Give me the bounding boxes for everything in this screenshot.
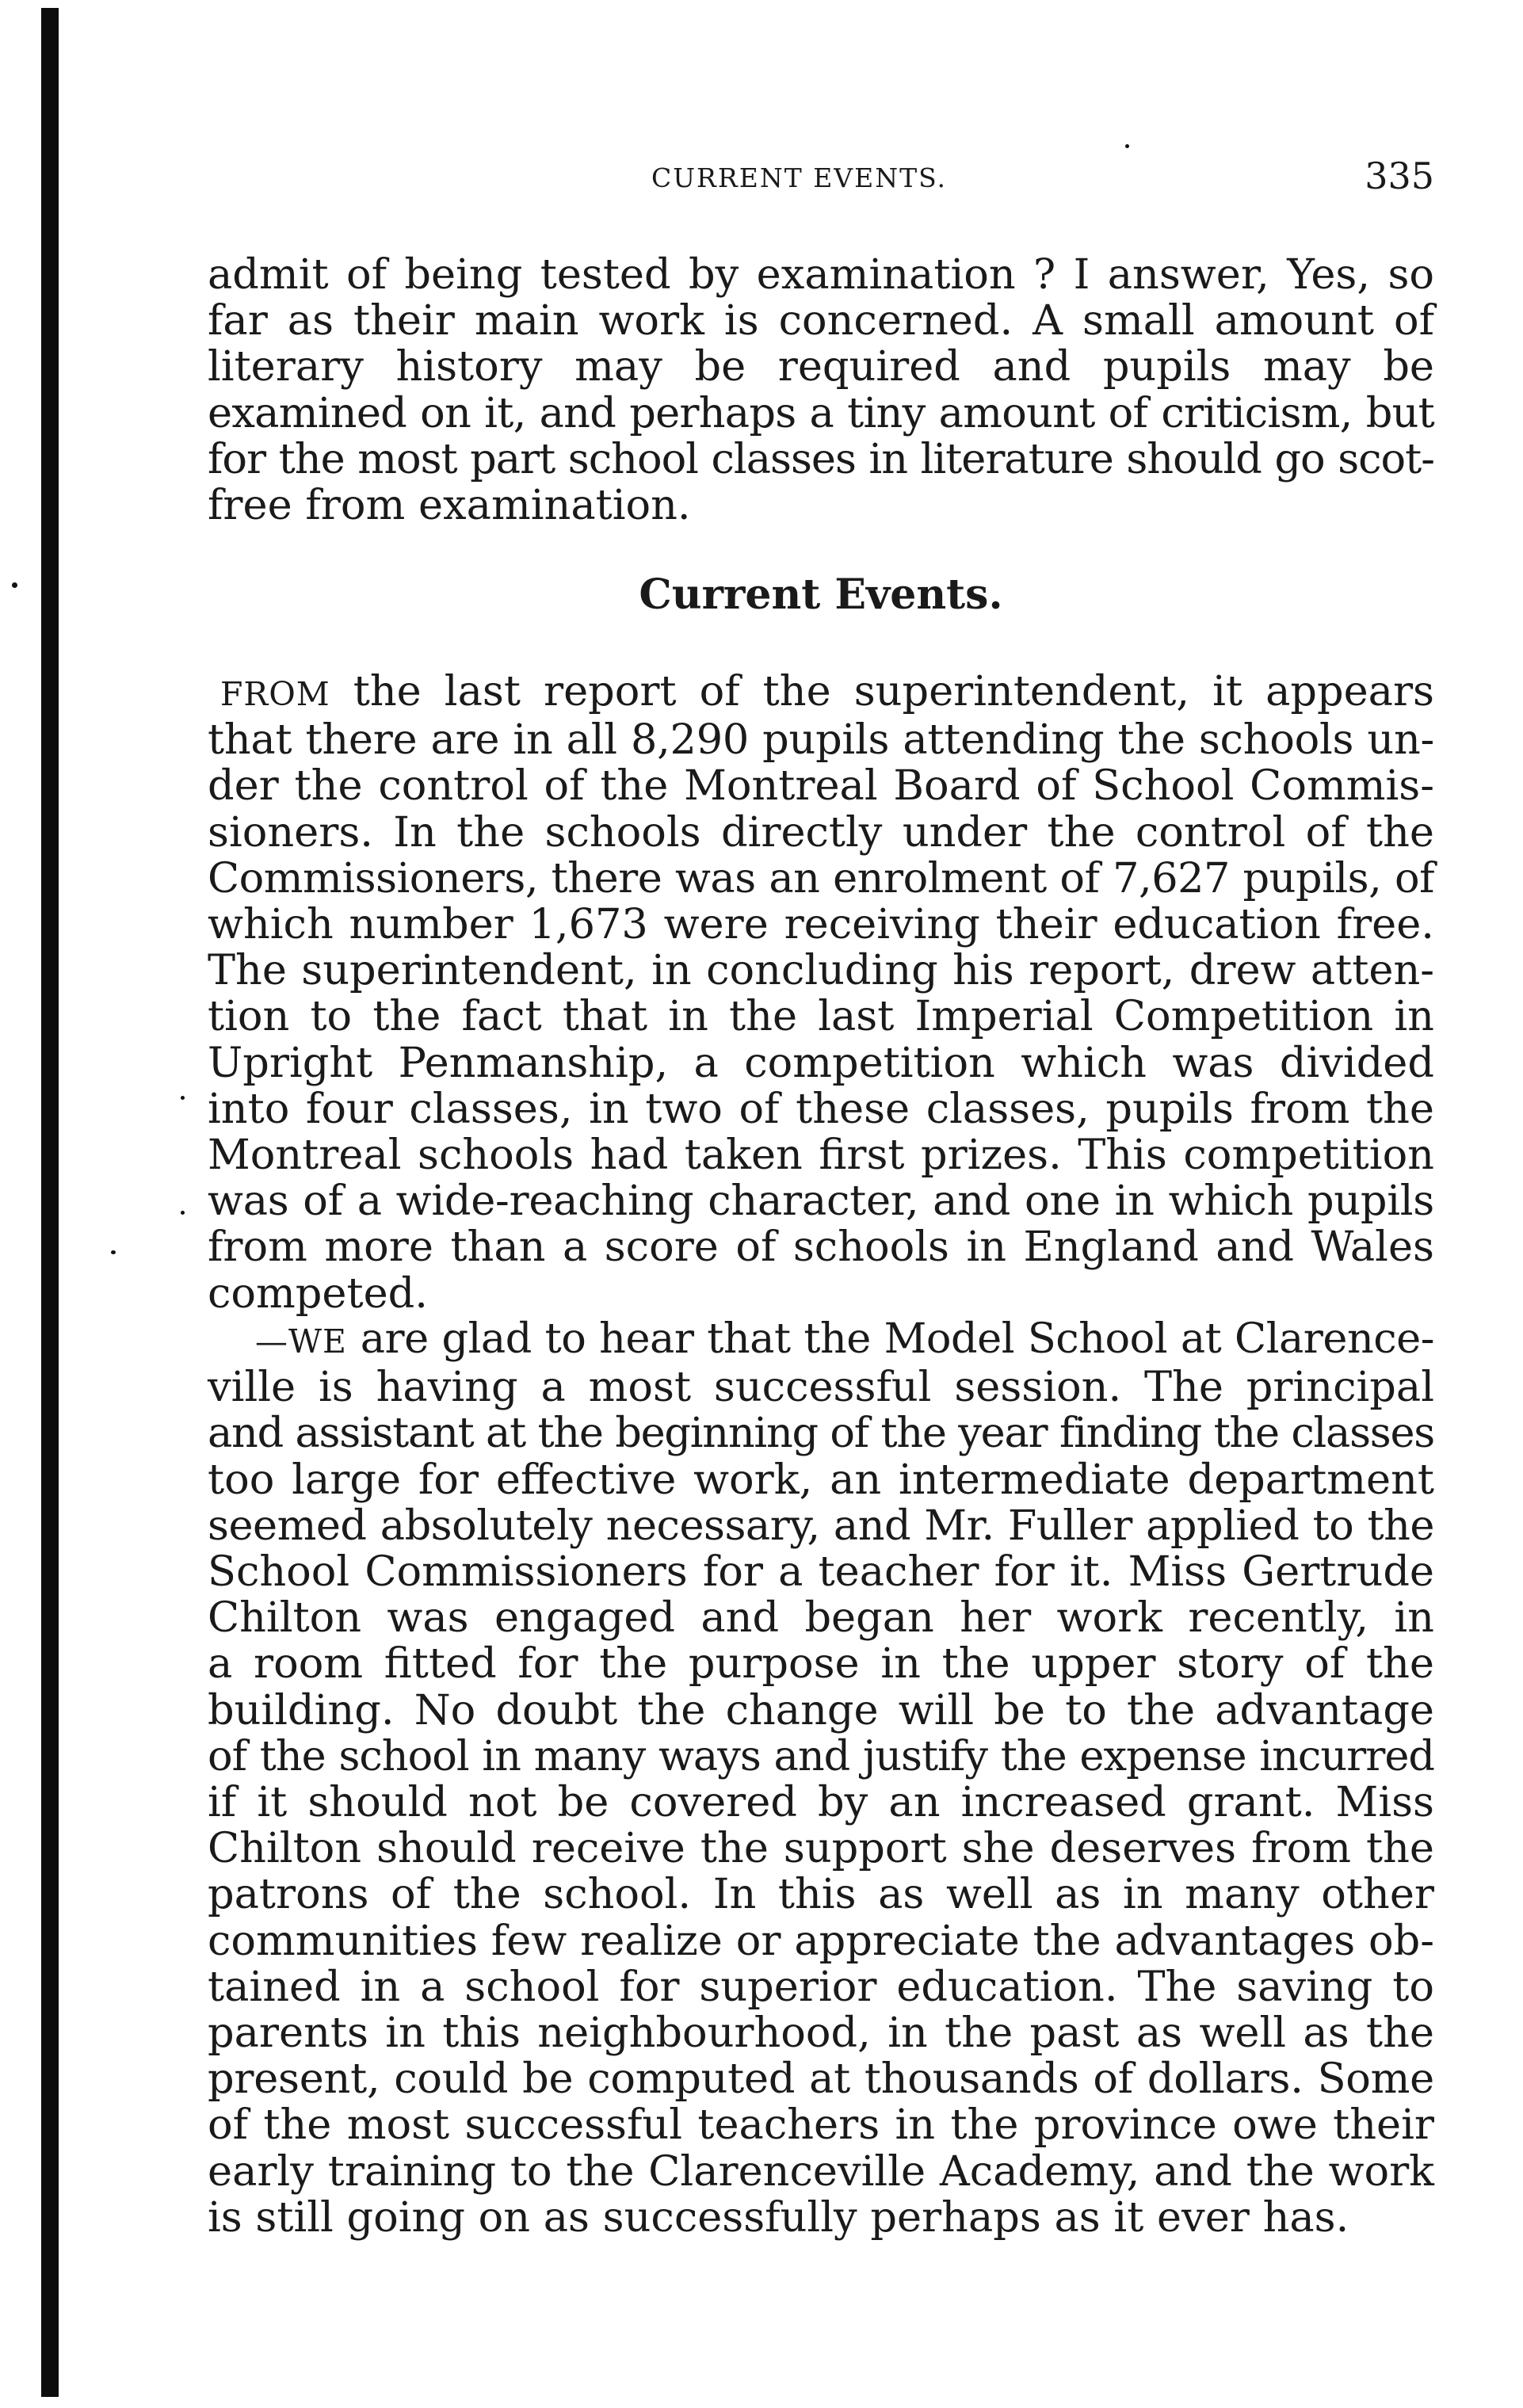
text-line: communities few realize or appreciate the advantages ob-	[208, 1916, 1434, 1965]
text-line: Chilton should receive the support she deserves from the	[208, 1824, 1434, 1873]
text-line: ville is having a most successful session. The principal	[208, 1363, 1434, 1412]
text-line: which number 1,673 were receiving their education free.	[208, 900, 1434, 949]
text-line-first	[208, 1316, 1434, 1364]
text-line: literary history may be required and pupils may be	[208, 342, 1434, 391]
text-line: a room fitted for the purpose in the upper story of the	[208, 1639, 1434, 1689]
text-line: competed.	[208, 1269, 428, 1318]
ink-speck	[181, 1211, 185, 1215]
text-line: free from examination.	[208, 481, 691, 530]
text-line: is still going on as successfully perhaps as it ever has.	[208, 2192, 1349, 2242]
lead-word: —WE	[255, 1322, 347, 1360]
first-line-rest: are glad to hear that the Model School at Clarence-	[346, 1315, 1434, 1363]
text-line: of the most successful teachers in the province owe their	[208, 2101, 1434, 2150]
text-line: Upright Penmanship, a competition which was divided	[208, 1038, 1434, 1087]
text-line: patrons of the school. In this as well as in many other	[208, 1870, 1434, 1919]
text-line: The superintendent, in concluding his report, drew atten-	[208, 946, 1434, 995]
text-line: present, could be computed at thousands of dollars. Some	[208, 2055, 1434, 2104]
page-number: 335	[1365, 155, 1434, 197]
text-line: Montreal schools had taken first prizes. This competition	[208, 1131, 1434, 1180]
text-line: that there are in all 8,290 pupils attending the schools un-	[208, 716, 1434, 765]
paragraph-superintendent-report	[208, 669, 1434, 1317]
text-line: and assistant at the beginning of the year finding the classes	[208, 1409, 1434, 1458]
text-line: of the school in many ways and justify the expense incurred	[208, 1731, 1434, 1780]
text-line: admit of being tested by examination ? I answer, Yes, so	[208, 250, 1434, 299]
text-line: Commissioners, there was an enrolment of 7,627 pupils, of	[208, 853, 1434, 903]
text-line: into four classes, in two of these classes, pupils from the	[208, 1084, 1434, 1133]
text-line: far as their main work is concerned. A small amount of	[208, 296, 1434, 345]
text-line: tion to the fact that in the last Imperial Competition in	[208, 992, 1434, 1041]
text-line: too large for effective work, an intermediate department	[208, 1455, 1434, 1504]
text-line: sioners. In the schools directly under the control of the	[208, 807, 1434, 857]
ink-speck	[1125, 144, 1129, 148]
ink-speck	[181, 1096, 185, 1100]
text-line: parents in this neighbourhood, in the past as well as the	[208, 2009, 1434, 2058]
text-line: building. No doubt the change will be to the advantage	[208, 1685, 1434, 1734]
ink-speck	[12, 582, 17, 588]
text-line: seemed absolutely necessary, and Mr. Fuller applied to the	[208, 1501, 1434, 1550]
text-line: Chilton was engaged and began her work recently, in	[208, 1593, 1434, 1643]
running-head	[208, 155, 1434, 202]
text-line: from more than a score of schools in England and Wales	[208, 1223, 1434, 1272]
text-line: for the most part school classes in literature should go scot-	[208, 434, 1434, 483]
text-line: der the control of the Montreal Board of School Commis-	[208, 761, 1434, 811]
text-line: was of a wide-reaching character, and one in which pupils	[208, 1177, 1434, 1226]
section-heading: Current Events.	[639, 571, 1003, 619]
first-line-rest: the last report of the superintendent, it appears	[330, 667, 1434, 716]
text-line: tained in a school for superior education. The saving to	[208, 1962, 1434, 2011]
ink-speck	[111, 1250, 116, 1254]
text-line: School Commissioners for a teacher for it. Miss Gertrude	[208, 1547, 1434, 1597]
continuation-paragraph	[208, 252, 1434, 529]
lead-word: FROM	[220, 675, 330, 713]
text-line: if it should not be covered by an increased grant. Miss	[208, 1778, 1434, 1827]
text-line: early training to the Clarenceville Academy, and the work	[208, 2147, 1434, 2196]
text-line-first	[208, 669, 1434, 717]
running-title: CURRENT EVENTS.	[651, 162, 948, 193]
text-line: examined on it, and perhaps a tiny amount of criticism, but	[208, 388, 1434, 437]
binding-edge	[41, 8, 59, 2397]
paragraph-model-school	[208, 1316, 1434, 2241]
